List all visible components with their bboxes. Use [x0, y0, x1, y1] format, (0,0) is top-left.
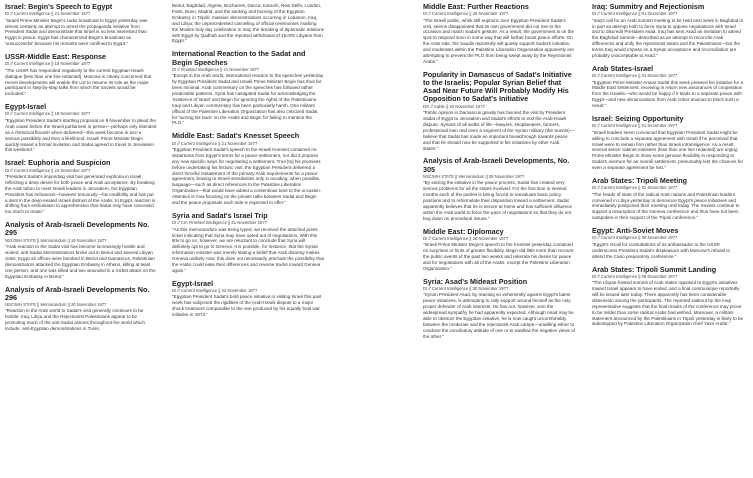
entry [172, 212, 324, 274]
entry-meta: NSC/WH STATE || Memorandum || 20 November 1977 [5, 301, 107, 307]
entry-body: "As this memorandum was being typed, we received the attached press ticker indicating that Syria may have opted out of negotiations. With this title to go on, however, we are reluctant to conclude that Syria will definitely opt to go to Geneva. It is possible, for instance, that the Syrian information minister was merely stating a belief that Arab disarray makes Geneva unlikely now; this does not necessarily preclude the possibility that the Arabs could ease their differences and reverse tracks toward Geneva again." [172, 226, 324, 273]
entry [423, 228, 575, 272]
entry-meta: DI // Current Intelligence || 01 December 1977 [592, 73, 678, 79]
entry-meta: DI // Current Intelligence || 30 November 1977 [423, 285, 509, 291]
entry [592, 115, 744, 171]
entry-title: Analysis of Arab-Israeli Developments, No. 305 [423, 156, 570, 174]
entry-body: "Egyptian Prime Minister Anwar Sadat this week pressed his initiative for a Middle East settlement, receiving in return new assurances of cooperation from the Israelis—who would be happy if it leads to a separate peace with Egypt—and new denunciations from Arab critics anxious to block such a result." [592, 79, 743, 109]
entry-meta: DI // Current Intelligence || 05 December 1977 [592, 235, 678, 241]
entry-meta: DI // Current Intelligence || 18 November 1977 [5, 61, 91, 67]
entry-body: "Egyptian President Sadat's startling proposal on 9 November to plead the Arab cause before the Israeli parliament in person—perhaps only intended as a rhetorical flourish when delivered—this week became in turn a serious possibility and then a likelihood. Israeli Prime Minister Begin quickly issued a formal invitation and Sadat agreed to travel to Jerusalem this weekend." [5, 117, 157, 153]
entry [423, 157, 575, 221]
entry-title: Israel: Euphoria and Suspicion [5, 158, 111, 168]
entry-title: Arab States: Tripoli Meeting [592, 176, 688, 186]
entry-title: International Reaction to the Sadat and Begin Speeches [172, 49, 306, 67]
entry-meta: DI // Current Intelligence || 18 November 1977 [5, 111, 91, 117]
entry [172, 50, 324, 126]
entry-body: "By seizing the initiative in the peace process, Sadat has created very serious problems for all the states involved. For the first time in several months each of the parties is being forced to reevaluate basic policy positions and to reformulate their disposition toward a settlement. Sadat apparently believes that he is secure at home and has sufficient influence within the Arab world to force the pace of negotiations so that they do not bog down on procedural issues." [423, 180, 573, 221]
entry [592, 227, 744, 259]
entry-title: Popularity in Damascus of Sadat's Initiative to the Israelis; Popular Syrian Belief that Asad Near Future Will Probably Modify His Opposition to Sadat's Initiative [423, 69, 572, 104]
entry-meta: DI // Current Intelligence || 01 December 1977 [592, 123, 678, 129]
entry-meta: DI // Current Intelligence || 25 November 1977 [423, 11, 509, 17]
entry-title: Egypt: Anti-Soviet Moves [592, 226, 679, 236]
entry-body: "Reaction in the Arab world to Sadat's visit generally continues to be hostile. Iraq, Libya and the Rejectionist Palestinians appear to be promoting much of the anti-Sadat actions throughout the world which include: anti-Egyptian demonstrations in Tunis, [5, 308, 145, 332]
entry-body: "Egyptian President Sadat's bold peace initiative in visiting Israel this past week has subjected the rigidities of the Arab-Israeli dispute to a major shock treatment comparable to the one produced by his equally bold war initiative in 1973." [172, 294, 322, 318]
entry-meta: DI // Finished Intelligence || 21 November 1977 [172, 66, 260, 72]
entry-title: Egypt-Israel [172, 278, 214, 288]
entry [5, 103, 157, 153]
entry-meta: DI // Current Intelligence || 21 November 1977 [172, 140, 258, 146]
entry-meta: DI // Current Intelligence || 06 December 1977 [592, 273, 678, 279]
entry-title: Syria: Asad's Mideast Position [423, 276, 528, 286]
entry-body: "Israeli Prime Minister Begin's radio broadcast to Egypt yesterday was almost certainly an attempt to arrest the propaganda initiative from President Sadat and demonstrate that Israel is no less interested than Egypt in peace. Egypt has characterized Begin's broadcast as 'unsuccessful' because his remarks were confined to Egypt." [5, 17, 148, 47]
entry [5, 159, 157, 215]
entry-meta: DI // Current Intelligence || 22 November 1977 [172, 288, 258, 294]
entry-body: "The Israeli public, while still euphoric over Egyptian President Sadat's visit, seems disappointed that its own government did not rise to the occasion and match Sadat's gesture. As a result, the government is on the spot to respond soon in some way that will further boost peace efforts. On the Arab side, the Saudis reportedly will quietly support Sadat's initiative, and moderates within the Palestine Liberation Organization apparently are attempting to prevent the PLO from being swept away by the Rejectionist Arabs." [423, 17, 575, 64]
entry-body: "Israeli leaders seem convinced that Egyptian President Sadat might be willing to conclude a separate agreement with Israel if he perceived that Israel were to remain firm rather than Israeli intransigence. As a result, several senior cabinet ministers (less than one line redacted) are urging Prime Minister Begin to show some genuine flexibility in responding to Sadat's overture for an overall settlement, presumably lest the chances for even a separate agreement be lost." [592, 129, 744, 171]
entry [592, 65, 744, 109]
entry-body: "Egyptian President Sadat's speech to the Israeli Knesset contained no departures from Egypt's terms for a peace settlement, nor did it propose any new specific ways for negotiating a settlement. True [to] his promises before undertaking his historic visit, the Egyptian President delivered a direct forceful restatement of the primary Arab requirements for a peace agreement, bowing to Israeli sensitivities only in avoiding, when possible, language—such as direct references to the Palestine Liberation Organization—that would have added a contentious tone to the occasion. Attention is now focusing on the private talks between Sadat and Begin and the peace proposals each side is expected to offer." [172, 146, 322, 206]
entry [5, 53, 157, 97]
entry-body: "Syrian President Asad, by reacting so vehemently against Egypt's latest peace initiatives, is attempting to rally support around himself as the only proper defender of Arab interests. He has not, however, won the widespread sympathy he had apparently expected. Although Asad may be able to obstruct the Egyptian initiative, he is now caught uncomfortably between the moderate and the rejectionist Arab camps—unwilling either to condone the conciliatory attitude of one or to swallow the negative views of the other." [423, 292, 575, 339]
column-3 [423, 3, 575, 477]
entry-title: Egypt-Israel [5, 102, 47, 112]
entry [172, 280, 324, 318]
entry-title: Middle East: Further Reactions [423, 3, 529, 11]
entry-body: "The Libyan-hosted summit of Arab states opposed to Egypt's initiatives toward Israel appears to have ended, and a final communique reportedly will be issued later today. There apparently has been considerable dissension among the participants. The reported walkout by the Iraqi representative suggests that the final results of the conference may prove to be milder than some radical Arabs had wished. Moreover, a militant statement announced by the Palestinians in Tripoli yesterday is likely to be sidestepped by Palestine Liberation Organization chief Yasir Arafat." [592, 280, 744, 327]
entry-meta: NSC/WH STATE || Memorandum || 19 November 1977 [5, 237, 107, 243]
entry-body: Beirut, Baghdad, Algeria, Bucharest, Dacca, Karachi, New Delhi, London, Paris, Bonn, Madrid, and the sacking and burning of the Egyptian Embassy in Tripoli; massive demonstrations occurring in Lebanon, Iraq, and Libya; the unprecedented cancelling of official ceremonies marking the Muslim holy day celebration in Iraq; the breaking of diplomatic relations with Egypt by Qadhafi and the reported withdrawal of 15,000 Libyans from Egypt." [172, 3, 324, 44]
entry-title: Middle East: Sadat's Knesset Speech [172, 131, 300, 141]
entry-meta: DI // Current Intelligence || 02 December 1977 [592, 185, 678, 191]
entry [592, 177, 744, 221]
entry-body: "The USSR has responded negatively to the current Egyptian-Israeli dialogue [less than one line redacted]. Moscow is clearly concerned that recent developments will enable the US to resume its role as the major participant in step-by-step talks from which the Soviets would be excluded." [5, 67, 152, 97]
entry [592, 3, 744, 59]
entry-title: Arab States-Israel [592, 63, 654, 73]
entry-meta: NSC/WH STATE || Memorandum || 29 November 1977 [423, 173, 525, 179]
entry [172, 132, 324, 206]
entry-meta: DI // Current Intelligence || 23 November 1977 [5, 167, 91, 173]
entry-meta: DI // Current Intelligence || 28 November 1977 [423, 235, 509, 241]
column-2 [172, 3, 324, 477]
entry-body: "Except in the Arab world, international reaction to the speeches yesterday by Egyptian President Sadat and Israeli Prime Minister Begin has thus far been minimal. Arab commentary on the speeches has followed rather predictable patterns. Syria has castigated Sadat for acknowledging the 'existence of Israel' and Begin for ignoring the rights of the Palestinians. Iraqi and Libyan commentary has been particularly harsh. One militant official of the Palestine Liberation Organization has also criticized Sadat for 'turning his back' on the Arabs and Begin for failing to mention the PLO." [172, 73, 324, 126]
column-1 [5, 3, 157, 477]
entry [5, 286, 157, 332]
entry-title: Middle East: Diplomacy [423, 226, 504, 236]
entry-meta: DO // Cable || 26 November 1977 [423, 103, 485, 109]
entry-body: "Arab reaction to the Sadat visit has become increasingly hostile and violent: anti-Sadat demonstrations broke out in Beirut and several Libyan cities; Egypt air offices were bombed in Beirut and Damascus; Palestinian demonstrators attacked the Egyptian Embassy in Athens, killing at least one person; and one was killed and two wounded in a rocket attack on the Egyptian Embassy in Beirut." [5, 244, 156, 279]
entry-body: "Egypt's recall for consultations of its ambassador to the USSR underscores President Sadat's displeasure with Moscow's refusal to attend the Cairo preparatory conference." [592, 241, 731, 259]
entry-title: Iraq: Summitry and Rejectionism [592, 3, 705, 11]
entry-title: Analysis of Arab-Israeli Developments No. 296 [5, 284, 150, 302]
entry [423, 71, 575, 152]
entry [5, 221, 157, 279]
entry [592, 266, 744, 328]
entry-title: Arab States: Tripoli Summit Landing [592, 264, 717, 274]
entry-meta: DI // CIA Finished Intelligence || 21 November 1977 [172, 220, 268, 226]
entry-title: Israel: Seizing Opportunity [592, 114, 684, 124]
entry-title: Israel: Begin's Speech to Egypt [5, 3, 113, 11]
entry [423, 3, 575, 65]
entry-title: USSR-Middle East: Response [5, 52, 107, 62]
entry-title: Syria and Sadat's Israel Trip [172, 210, 268, 220]
entry-body: "Public opinion in Damascus greatly has favored the visit by President Sadat of Egypt to Jerusalem and Sadat's efforts to end the Arab-Israeli dispute. Syrians of all walks of life—lawyers, shopkeepers, farmers, professional men and even a segment of the Syrian military (the Sunnis)—believe that Sadat has made an important breakthrough towards peace and that he should now be supported in his initiatives by other Arab states." [423, 110, 575, 151]
entry-meta: DI // Current Intelligence || 21 November 1977 [5, 11, 91, 17]
entry-body: "The heads of state of the radical Arab nations and Palestinian leaders convened in Libya yesterday to denounce Egypt's peace initiatives and immediately postponed their meeting until today. The Soviets continue to support a resumption of the Geneva conference and thus have not been outspoken in their support of the Tripoli conference." [592, 191, 740, 221]
entry-title: Analysis of Arab-Israeli Developments No. 295 [5, 220, 150, 238]
entry [423, 278, 575, 340]
entry-body: "Iraq's call for an Arab summit meeting to be held next week in Baghdad is in part an attempt both to force Syria to oppose negotiations with Israel and to discredit President Asad. Iraq has sent Asad an invitation to attend the Baghdad summit—described as an attempt to reconcile Arab differences and unify the rejectionist states and the Palestinians—but the terms Iraq would impose on a Syrian acceptance and reconciliation are probably unacceptable to Asad." [592, 17, 743, 59]
entry-body: "Israeli Prime Minister Begin's speech to the Knesset yesterday contained no surprises or hints of greater flexibility. Begin did little more than recount the public events of the past two weeks and reiterate his desire for peace and for negotiations with all of the Arabs, except the Palestine Liberation Organization." [423, 242, 574, 271]
entry-continuation [172, 3, 324, 44]
entry-body: "President Sadat's impending visit has generated euphoria in Israel, reflecting a deep desire for both peace and Arab acceptance. By breaking the Arab taboo to meet Israeli leaders in Jerusalem, the Egyptian President has enhanced—however tenuously—his credibility and has put a dent in the deep-seated Israeli distrust of the Arabs. In Egypt, reaction is shifting from enthusiasm to apprehension that Sadat may have conceded too much to Israel." [5, 173, 156, 215]
column-4 [592, 3, 744, 477]
entry [5, 3, 157, 47]
entry-meta: DI // Current Intelligence || 01 December 1977 [592, 11, 678, 17]
